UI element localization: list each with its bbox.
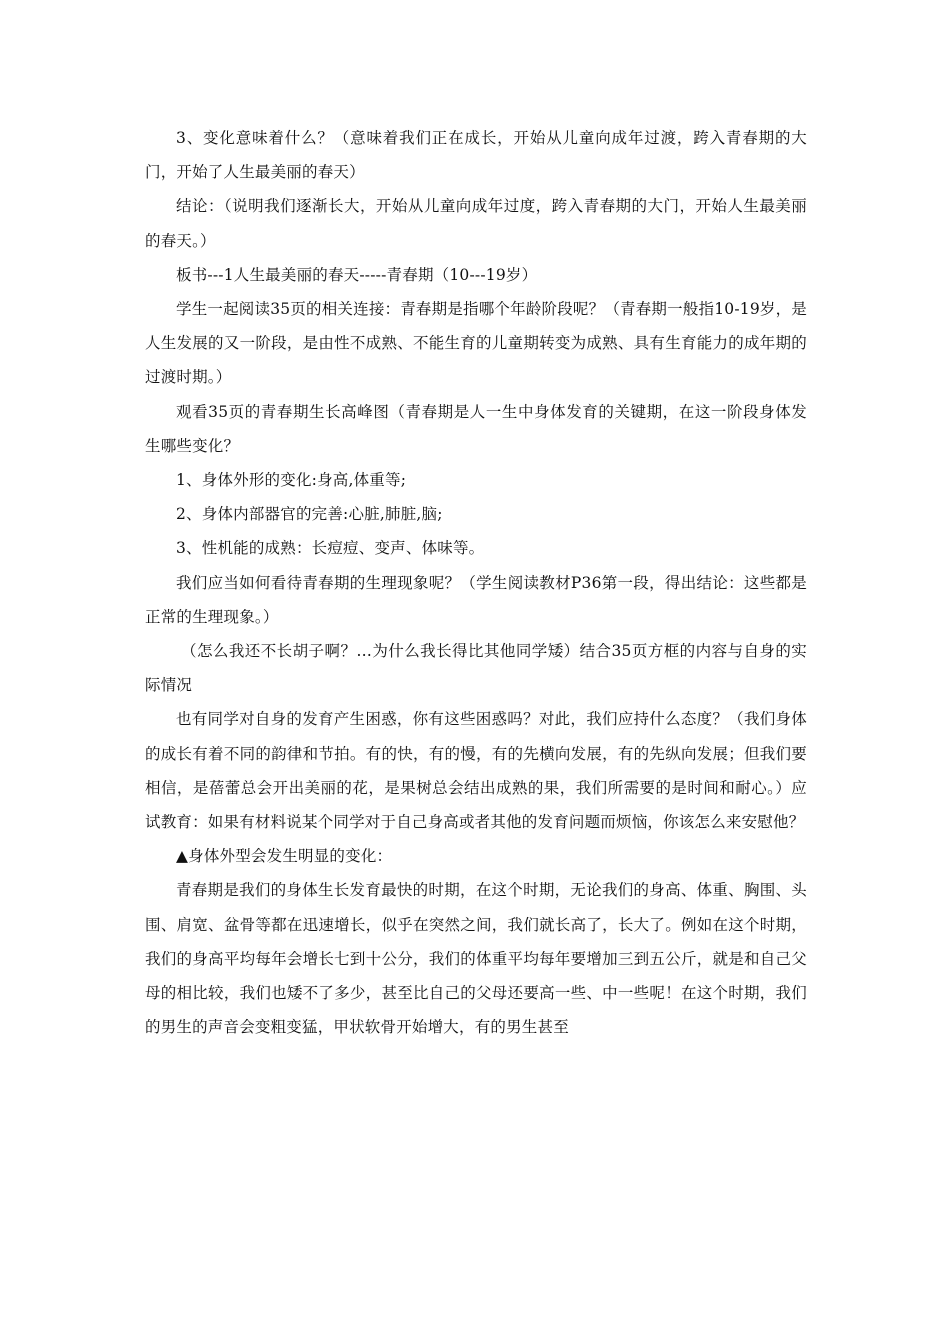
list-item-body-shape: 1、身体外形的变化:身高,体重等; — [176, 471, 407, 490]
paragraph-board-note: 板书---1人生最美丽的春天-----青春期（10---19岁） — [176, 265, 538, 284]
paragraph-view-phenomena: 我们应当如何看待青春期的生理现象呢？（学生阅读教材P36第一段，得出结论：这些都是正常的生理现象。） — [145, 573, 807, 626]
section-heading-body-shape: ▲身体外型会发生明显的变化： — [176, 847, 393, 866]
list-item-sexual-maturity: 3、性机能的成熟：长痘痘、变声、体味等。 — [176, 539, 485, 558]
paragraph-growth-period: 青春期是我们的身体生长发育最快的时期，在这个时期，无论我们的身高、体重、胸围、头围、肩宽、盆骨等都在迅速增长，似乎在突然之间，我们就长高了，长大了。例如在这个时期，我们的身高平均每年会增长七到十公分，我们的体重平均每年要增加三到五公斤，就是和自己父母的相比较，我们也矮不了多少，甚至比自己的父母还要高一些、中一些呢！在这个时期，我们的男生的声音会变粗变猛，甲状软骨开始增大，有的男生甚至 — [145, 881, 807, 1037]
paragraph-conclusion: 结论：（说明我们逐渐长大，开始从儿童向成年过度，跨入青春期的大门，开始人生最美丽的春天。） — [145, 197, 807, 250]
paragraph-student-questions: （怎么我还不长胡子啊？…为什么我长得比其他同学矮）结合35页方框的内容与自身的实际情况 — [145, 642, 807, 695]
document-page — [145, 121, 807, 1044]
paragraph-change-meaning: 3、变化意味着什么？（意味着我们正在成长，开始从儿童向成年过渡，跨入青春期的大门，开始了人生最美丽的春天） — [145, 129, 807, 182]
paragraph-growth-peak: 观看35页的青春期生长高峰图（青春期是人一生中身体发育的关键期，在这一阶段身体发生哪些变化？ — [145, 402, 807, 455]
list-item-internal-organs: 2、身体内部器官的完善:心脏,肺脏,脑; — [176, 505, 443, 524]
paragraph-attitude: 也有同学对自身的发育产生困惑，你有这些困惑吗？对此，我们应持什么态度？（我们身体的成长有着不同的韵律和节拍。有的快，有的慢，有的先横向发展，有的先纵向发展；但我们要相信，是蓓蕾总会开出美丽的花，是果树总会结出成熟的果，我们所需要的是时间和耐心。）应试教育：如果有材料说某个同学对于自己身高或者其他的发育问题而烦恼，你该怎么来安慰他？ — [145, 710, 807, 832]
paragraph-adolescence-definition: 学生一起阅读35页的相关连接：青春期是指哪个年龄阶段呢？（青春期一般指10-19岁，是人生发展的又一阶段，是由性不成熟、不能生育的儿童期转变为成熟、具有生育能力的成年期的过渡时期。） — [145, 300, 808, 387]
